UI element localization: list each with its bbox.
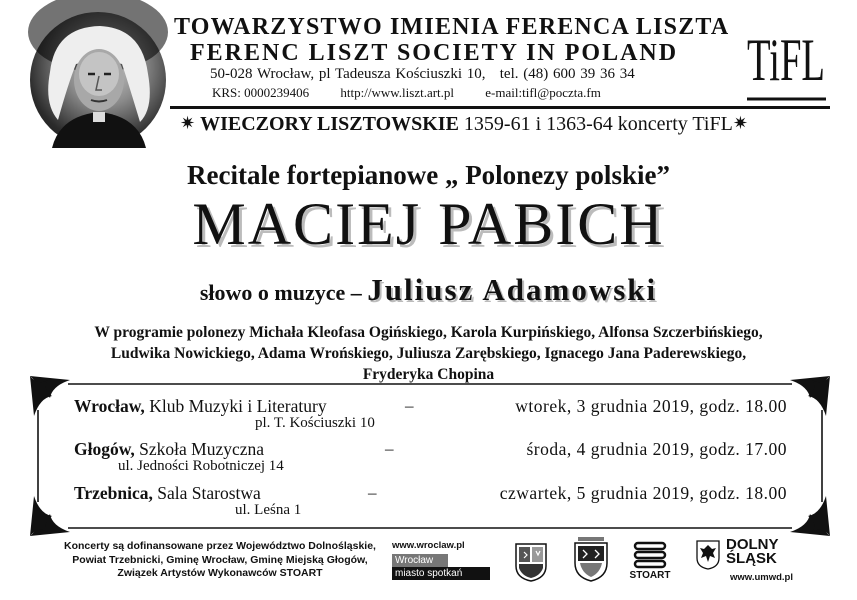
program-line: W programie polonezy Michała Kleofasa Ogińskiego, Karola Kurpińskiego, Alfonsa Szczerbińskiego, (94, 324, 763, 341)
artist-name (0, 190, 857, 259)
talk-line (0, 272, 857, 308)
concert-date: wtorek, 3 grudnia 2019, godz. 18.00 (515, 396, 787, 416)
star-icon: ✷ (180, 113, 196, 133)
artist-last-name: PABICH (438, 191, 665, 257)
wroclaw-logo-bottom: miasto spotkań (392, 567, 490, 580)
talk-speaker: Juliusz Adamowski (367, 272, 658, 307)
concert-street: ul. Leśna 1 (235, 502, 302, 518)
concert-row (74, 439, 264, 460)
concert-city: Trzebnica, (74, 483, 153, 503)
eagle-icon (696, 540, 720, 570)
corner-ornament-icon (30, 376, 70, 416)
series-line (180, 113, 748, 136)
dolny-slask-top: DOLNY (726, 536, 779, 553)
concert-city: Głogów, (74, 439, 135, 459)
corner-ornament-icon (30, 496, 70, 536)
funding-line: Powiat Trzebnicki, Gminę Wrocław, Gminę Miejską Głogów, (72, 553, 368, 566)
funding-line: Związek Artystów Wykonawców STOART (117, 567, 323, 579)
tifl-logo-text: TiFL (747, 27, 825, 93)
concert-dash: – (405, 396, 414, 415)
address: 50-028 Wrocław, pl Tadeusza Kościuszki 10, (210, 66, 486, 82)
concert-dash: – (368, 483, 377, 502)
website-link[interactable]: http://www.liszt.art.pl (340, 85, 455, 100)
talk-label: słowo o muzyce – (199, 280, 362, 305)
wroclaw-url[interactable]: www.wroclaw.pl (392, 540, 465, 551)
dolny-slask-bottom: ŚLĄSK (726, 550, 777, 567)
concert-city: Wrocław, (74, 396, 145, 416)
concert-venue: Sala Starostwa (157, 483, 261, 503)
concert-venue: Szkoła Muzyczna (139, 439, 265, 459)
stoart-logo (628, 542, 672, 582)
coat-of-arms-icon (572, 537, 610, 582)
contact-address-line (210, 66, 635, 83)
wroclaw-logo (392, 554, 490, 580)
stoart-label: STOART (629, 570, 671, 581)
concert-date: środa, 4 grudnia 2019, godz. 17.00 (526, 439, 787, 459)
series-name: WIECZORY LISZTOWSKIE (200, 113, 459, 135)
liszt-portrait (30, 12, 166, 148)
program-line: Ludwika Nowickiego, Adama Wrońskiego, Juliusza Zarębskiego, Ignacego Jana Paderewskiego, (110, 345, 747, 362)
email-link[interactable]: e-mail:tifl@poczta.fm (485, 85, 601, 100)
concert-row (74, 483, 261, 504)
krs-number: KRS: 0000239406 (212, 85, 310, 100)
concert-row (74, 396, 327, 417)
contact-registry-line (212, 85, 629, 101)
concert-street: ul. Jedności Robotniczej 14 (118, 458, 284, 474)
header-divider (170, 106, 830, 109)
coat-of-arms-icon (514, 542, 548, 582)
event-subtitle: Recitale fortepianowe „ Polonezy polskie” (187, 160, 670, 190)
schedule-frame (30, 376, 830, 536)
umwd-url[interactable]: www.umwd.pl (730, 572, 793, 583)
organization-name-en: FERENC LISZT SOCIETY IN POLAND (190, 40, 679, 66)
star-icon: ✷ (732, 113, 748, 133)
funding-note (60, 540, 380, 581)
concert-venue: Klub Muzyki i Literatury (149, 396, 327, 416)
corner-ornament-icon (790, 376, 830, 416)
phone: tel. (48) 600 39 36 34 (499, 66, 635, 82)
concert-street: pl. T. Kościuszki 10 (255, 415, 375, 431)
wroclaw-logo-top: Wrocław (392, 554, 448, 567)
dolny-slask-logo (726, 538, 779, 566)
program-line: Fryderyka Chopina (362, 366, 495, 383)
series-concerts: 1359-61 i 1363-64 koncerty TiFL (463, 113, 733, 135)
corner-ornament-icon (790, 496, 830, 536)
concert-dash: – (385, 439, 394, 458)
funding-line: Koncerty są dofinansowane przez Województwo Dolnośląskie, (64, 540, 376, 552)
organization-name-pl: TOWARZYSTWO IMIENIA FERENCA LISZTA (174, 14, 730, 40)
tifl-logo (745, 6, 828, 102)
concert-date: czwartek, 5 grudnia 2019, godz. 18.00 (499, 483, 787, 503)
artist-first-name: MACIEJ (192, 191, 422, 257)
